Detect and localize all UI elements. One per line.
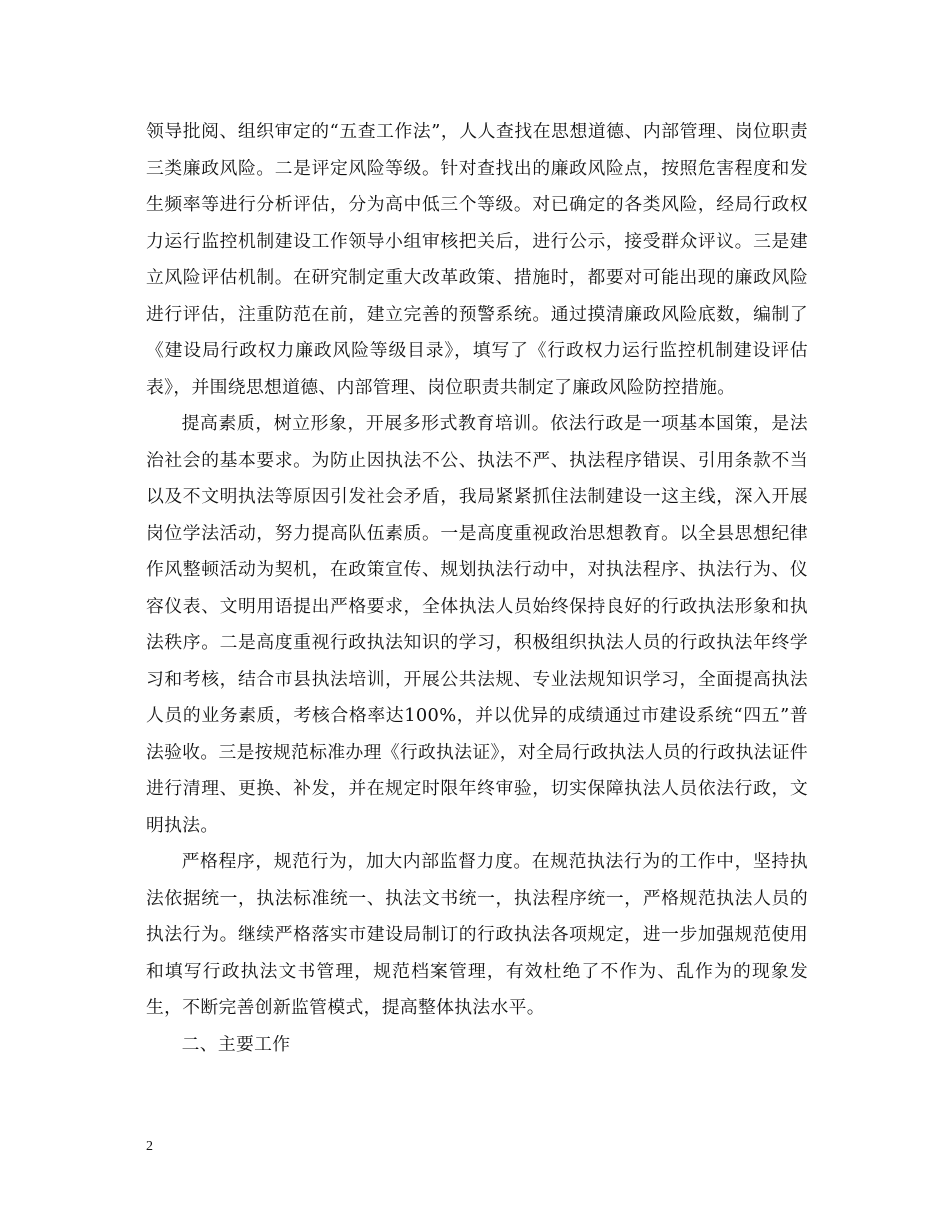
paragraph-1: 领导批阅、组织审定的“五查工作法”，人人查找在思想道德、内部管理、岗位职责三类廉政风险。二是评定风险等级。针对查找出的廉政风险点，按照危害程度和发生频率等进行分析评估，分为高中低三个等级。对已确定的各类风险，经局行政权力运行监控机制建设工作领导小组审核把关后，进行公示，接受群众评议。三是建立风险评估机制。在研究制定重大改革政策、措施时，都要对可能出现的廉政风险进行评估，注重防范在前，建立完善的预警系统。通过摸清廉政风险底数，编制了《建设局行政权力廉政风险等级目录》，填写了《行政权力运行监控机制建设评估表》，并围绕思想道德、内部管理、岗位职责共制定了廉政风险防控措施。 — [146, 121, 808, 398]
paragraph-3: 严格程序，规范行为，加大内部监督力度。在规范执法行为的工作中，坚持执法依据统一，执法标准统一、执法文书统一，执法程序统一，严格规范执法人员的执法行为。继续严格落实市建设局制订的行政执法各项规定，进一步加强规范使用和填写行政执法文书管理，规范档案管理，有效杜绝了不作为、乱作为的现象发生，不断完善创新监管模式，提高整体执法水平。 — [146, 851, 808, 1018]
section-heading: 二、主要工作 — [181, 1033, 291, 1055]
paragraph-2: 提高素质，树立形象，开展多形式教育培训。依法行政是一项基本国策，是法治社会的基本要求。为防止因执法不公、执法不严、执法程序错误、引用条款不当以及不文明执法等原因引发社会矛盾，我局紧紧抓住法制建设一这主线，深入开展岗位学法活动，努力提高队伍素质。一是高度重视政治思想教育。以全县思想纪律作风整顿活动为契机，在政策宣传、规划执法行动中，对执法程序、执法行为、仪容仪表、文明用语提出严格要求，全体执法人员始终保持良好的行政执法形象和执法秩序。二是高度重视行政执法知识的学习，积极组织执法人员的行政执法年终学习和考核，结合市县执法培训，开展公共法规、专业法规知识学习，全面提高执法人员的业务素质，考核合格率达100%，并以优异的成绩通过市建设系统“四五”普法验收。三是按规范标准办理《行政执法证》，对全局行政执法人员的行政执法证件进行清理、更换、补发，并在规定时限年终审验，切实保障执法人员依法行政，文明执法。 — [146, 413, 808, 836]
page-number: 2 — [146, 1139, 153, 1154]
body-text — [146, 114, 808, 1063]
